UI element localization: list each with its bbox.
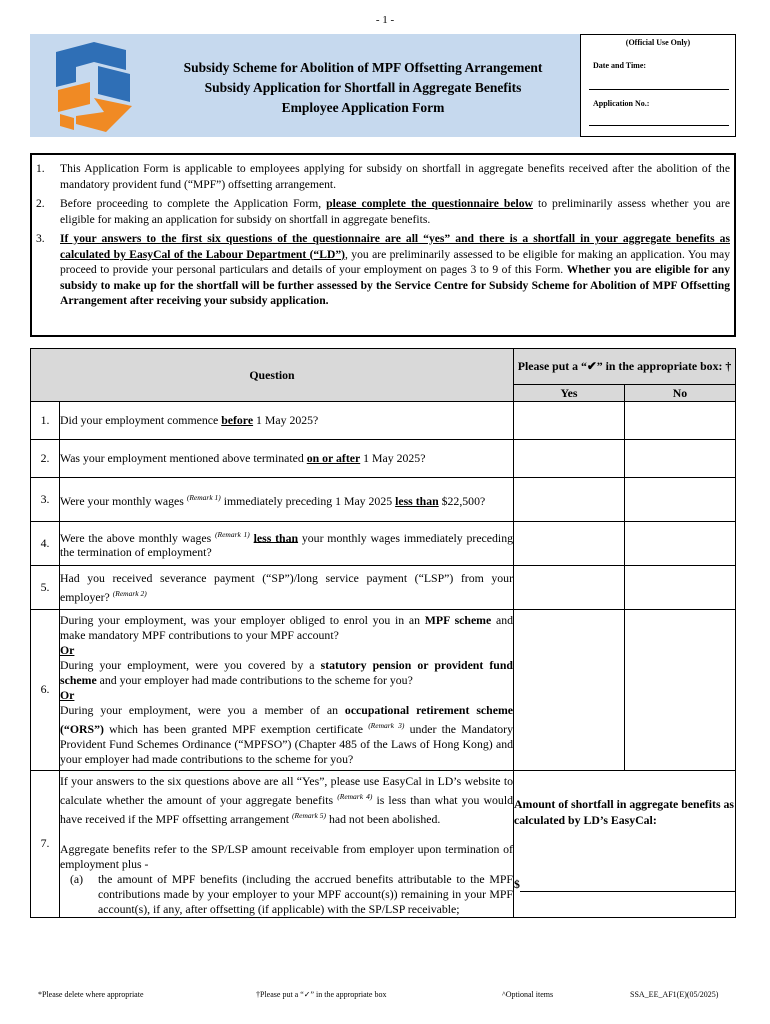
q3-no-box[interactable] bbox=[625, 478, 736, 522]
instruction-3-mid: , you are preliminarily assessed to be eligible for making an application. You may proceed to provide your personal particulars and details of your employment on pages 3 to 9 of this Form. bbox=[60, 247, 730, 276]
shortfall-label: Amount of shortfall in aggregate benefits as calculated by LD’s EasyCal: bbox=[514, 796, 734, 827]
title-line-3: Employee Application Form bbox=[281, 100, 445, 115]
q7-paragraph-1 bbox=[60, 774, 513, 827]
q4-no-box[interactable] bbox=[625, 522, 736, 566]
date-time-label: Date and Time: bbox=[593, 61, 647, 70]
q7-p1a: If your answers to the six questions above are all “Yes”, please use EasyCal in LD’s website to calculate whether the amount of your aggregate benefits bbox=[60, 773, 513, 807]
q6-c-remark: (Remark 3) bbox=[368, 721, 405, 730]
footer-form-code: SSA_EE_AF1(E)(05/2025) bbox=[630, 990, 719, 999]
shortfall-amount-row bbox=[514, 876, 735, 892]
official-use-label: (Official Use Only) bbox=[625, 38, 691, 47]
q6-or-2: Or bbox=[60, 688, 75, 702]
scheme-logo-icon bbox=[46, 42, 142, 132]
question-row-1 bbox=[31, 402, 736, 440]
instruction-2-pre: Before proceeding to complete the Application Form, bbox=[60, 197, 327, 210]
q2-emphasis: on or after bbox=[306, 451, 361, 465]
q6-c3: under the Mandatory Provident Fund Schemes Ordinance (“MPFSO”) (Chapter 485 of the Laws of Hong Kong) and your employer had made contributions to the scheme for you? bbox=[60, 721, 513, 766]
official-use-box bbox=[580, 34, 736, 137]
q2-pre: Was your employment mentioned above terminated bbox=[60, 451, 307, 465]
instruction-3 bbox=[36, 231, 730, 309]
question-header: Question bbox=[31, 349, 514, 402]
q6-number: 6. bbox=[31, 610, 60, 771]
instruction-2-text bbox=[60, 196, 730, 227]
question-row-3 bbox=[31, 478, 736, 522]
question-row-2 bbox=[31, 440, 736, 478]
q6-text bbox=[60, 610, 514, 771]
q6-c1: During your employment, were you a member of an bbox=[60, 703, 345, 717]
q7-item-a-text: the amount of MPF benefits (including the accrued benefits attributable to the MPF contributions made by your employer to your MPF account(s)) remaining in your MPF account(s), if any, after offsetting (if applicable) with the SP/LSP receivable; bbox=[98, 871, 513, 916]
yes-header: Yes bbox=[514, 385, 625, 402]
q6-or-1: Or bbox=[60, 643, 75, 657]
q4-yes-box[interactable] bbox=[514, 522, 625, 566]
q6-b1: During your employment, were you covered by a bbox=[60, 658, 321, 672]
instruction-1-number: 1. bbox=[36, 162, 45, 175]
q1-emphasis: before bbox=[221, 413, 254, 427]
q3-text bbox=[60, 478, 514, 522]
title-line-1: Subsidy Scheme for Abolition of MPF Offsetting Arrangement bbox=[183, 60, 543, 75]
questionnaire-table bbox=[30, 348, 736, 918]
q7-item-a-label: (a) bbox=[70, 871, 84, 886]
instructions-box bbox=[30, 153, 736, 337]
q6-option-b bbox=[60, 658, 513, 688]
q4-remark: (Remark 1) bbox=[215, 529, 250, 539]
q7-number: 7. bbox=[31, 770, 60, 917]
application-no-label: Application No.: bbox=[593, 99, 650, 108]
instruction-2-emphasis: please complete the questionnaire below bbox=[326, 197, 533, 210]
q7-remark-4: (Remark 4) bbox=[337, 791, 373, 801]
q1-post: 1 May 2025? bbox=[253, 413, 319, 427]
instruction-3-text bbox=[60, 231, 730, 309]
question-row-5 bbox=[31, 566, 736, 610]
instruction-3-condition: If your answers to the first six questions of the questionnaire are all “yes” and there is a shortfall in your aggregate benefits as calculated by EasyCal of the Labour Department (“LD”) bbox=[60, 232, 730, 261]
q6-c2: which has been granted MPF exemption certificate bbox=[103, 721, 369, 736]
q6-a2: and make mandatory MPF contributions to your MPF account? bbox=[60, 613, 514, 642]
q7-p1c: had not been abolished. bbox=[326, 811, 441, 826]
q3-mid: immediately preceding 1 May 2025 bbox=[220, 493, 396, 508]
q1-pre: Did your employment commence bbox=[60, 413, 222, 427]
q2-yes-box[interactable] bbox=[514, 440, 625, 478]
q4-pre: Were the above monthly wages bbox=[60, 530, 215, 545]
no-header: No bbox=[625, 385, 736, 402]
q7-paragraph-2: Aggregate benefits refer to the SP/LSP amount receivable from employer upon termination of employment plus - bbox=[60, 841, 513, 871]
q1-no-box[interactable] bbox=[625, 402, 736, 440]
q5-no-box[interactable] bbox=[625, 566, 736, 610]
form-titles bbox=[140, 58, 586, 118]
instruction-3-assessment: Whether you are eligible for any subsidy to make up for the shortfall will be further assessed by the Service Centre for Subsidy Scheme for Abolition of MPF Offsetting Arrangement after receiving your subsidy application. bbox=[60, 263, 730, 307]
q6-no-box[interactable] bbox=[625, 610, 736, 771]
q6-b2: and your employer had made contributions to the scheme for you? bbox=[96, 673, 413, 687]
instruction-1-text: This Application Form is applicable to employees applying for subsidy on shortfall in aggregate benefits received after the abolition of the mandatory provident fund (“MPF”) offsetting arrangement. bbox=[60, 162, 730, 191]
date-time-field[interactable] bbox=[589, 89, 729, 90]
q6-a1: During your employment, was your employer obliged to enrol you in an bbox=[60, 613, 425, 627]
q5-text bbox=[60, 566, 514, 610]
instruction-2 bbox=[36, 196, 730, 227]
shortfall-amount-field[interactable] bbox=[520, 877, 735, 892]
q3-emphasis: less than bbox=[395, 493, 439, 508]
shortfall-cell bbox=[514, 770, 736, 917]
q5-yes-box[interactable] bbox=[514, 566, 625, 610]
question-row-7 bbox=[31, 770, 736, 917]
q2-number: 2. bbox=[31, 440, 60, 478]
q3-post: $22,500? bbox=[438, 493, 486, 508]
q6-yes-box[interactable] bbox=[514, 610, 625, 771]
q2-post: 1 May 2025? bbox=[360, 451, 426, 465]
q2-text bbox=[60, 440, 514, 478]
q6-c-bold: occupational retirement scheme (“ORS”) bbox=[60, 703, 514, 736]
q7-text bbox=[60, 770, 514, 917]
footer-optional-note: ^Optional items bbox=[502, 990, 554, 999]
q5-body: Had you received severance payment (“SP”)/long service payment (“LSP”) from your employer? bbox=[60, 570, 513, 604]
q3-yes-box[interactable] bbox=[514, 478, 625, 522]
instruction-2-post: to preliminarily assess whether you are eligible for making an application for subsidy on shortfall in aggregate benefits. bbox=[60, 197, 730, 226]
tick-instruction-header: Please put a “✔” in the appropriate box: † bbox=[514, 349, 736, 385]
q4-emphasis: less than bbox=[253, 530, 299, 545]
form-header bbox=[30, 34, 736, 137]
instruction-3-number: 3. bbox=[36, 232, 45, 245]
q6-option-c bbox=[60, 703, 513, 767]
question-row-6 bbox=[31, 610, 736, 771]
q4-post: your monthly wages immediately preceding the termination of employment? bbox=[60, 530, 514, 560]
q5-number: 5. bbox=[31, 566, 60, 610]
question-row-4 bbox=[31, 522, 736, 566]
application-no-field[interactable] bbox=[589, 125, 729, 126]
q1-text bbox=[60, 402, 514, 440]
instruction-2-number: 2. bbox=[36, 197, 45, 210]
dollar-sign: $ bbox=[514, 876, 520, 891]
q1-yes-box[interactable] bbox=[514, 402, 625, 440]
q4-text bbox=[60, 522, 514, 566]
q2-no-box[interactable] bbox=[625, 440, 736, 478]
page-number: - 1 - bbox=[375, 14, 395, 26]
q4-number: 4. bbox=[31, 522, 60, 566]
title-line-2: Subsidy Application for Shortfall in Aggregate Benefits bbox=[204, 80, 522, 95]
q7-p1b: is less than what you would have received if the MPF offsetting arrangement bbox=[60, 792, 513, 826]
q3-pre: Were your monthly wages bbox=[60, 493, 187, 508]
q7-remark-5: (Remark 5) bbox=[292, 810, 326, 820]
q1-number: 1. bbox=[31, 402, 60, 440]
q6-a-bold: MPF scheme bbox=[424, 613, 492, 627]
q5-remark: (Remark 2) bbox=[112, 588, 147, 598]
q6-b-bold: statutory pension or provident fund scheme bbox=[60, 658, 513, 687]
footer-delete-note: *Please delete where appropriate bbox=[38, 990, 144, 999]
q7-item-a bbox=[60, 872, 513, 917]
q3-remark: (Remark 1) bbox=[186, 493, 221, 503]
q6-option-a bbox=[60, 613, 513, 643]
footer-tick-note: †Please put a “✓” in the appropriate box bbox=[256, 990, 387, 999]
q3-number: 3. bbox=[31, 478, 60, 522]
instruction-1 bbox=[36, 161, 730, 192]
